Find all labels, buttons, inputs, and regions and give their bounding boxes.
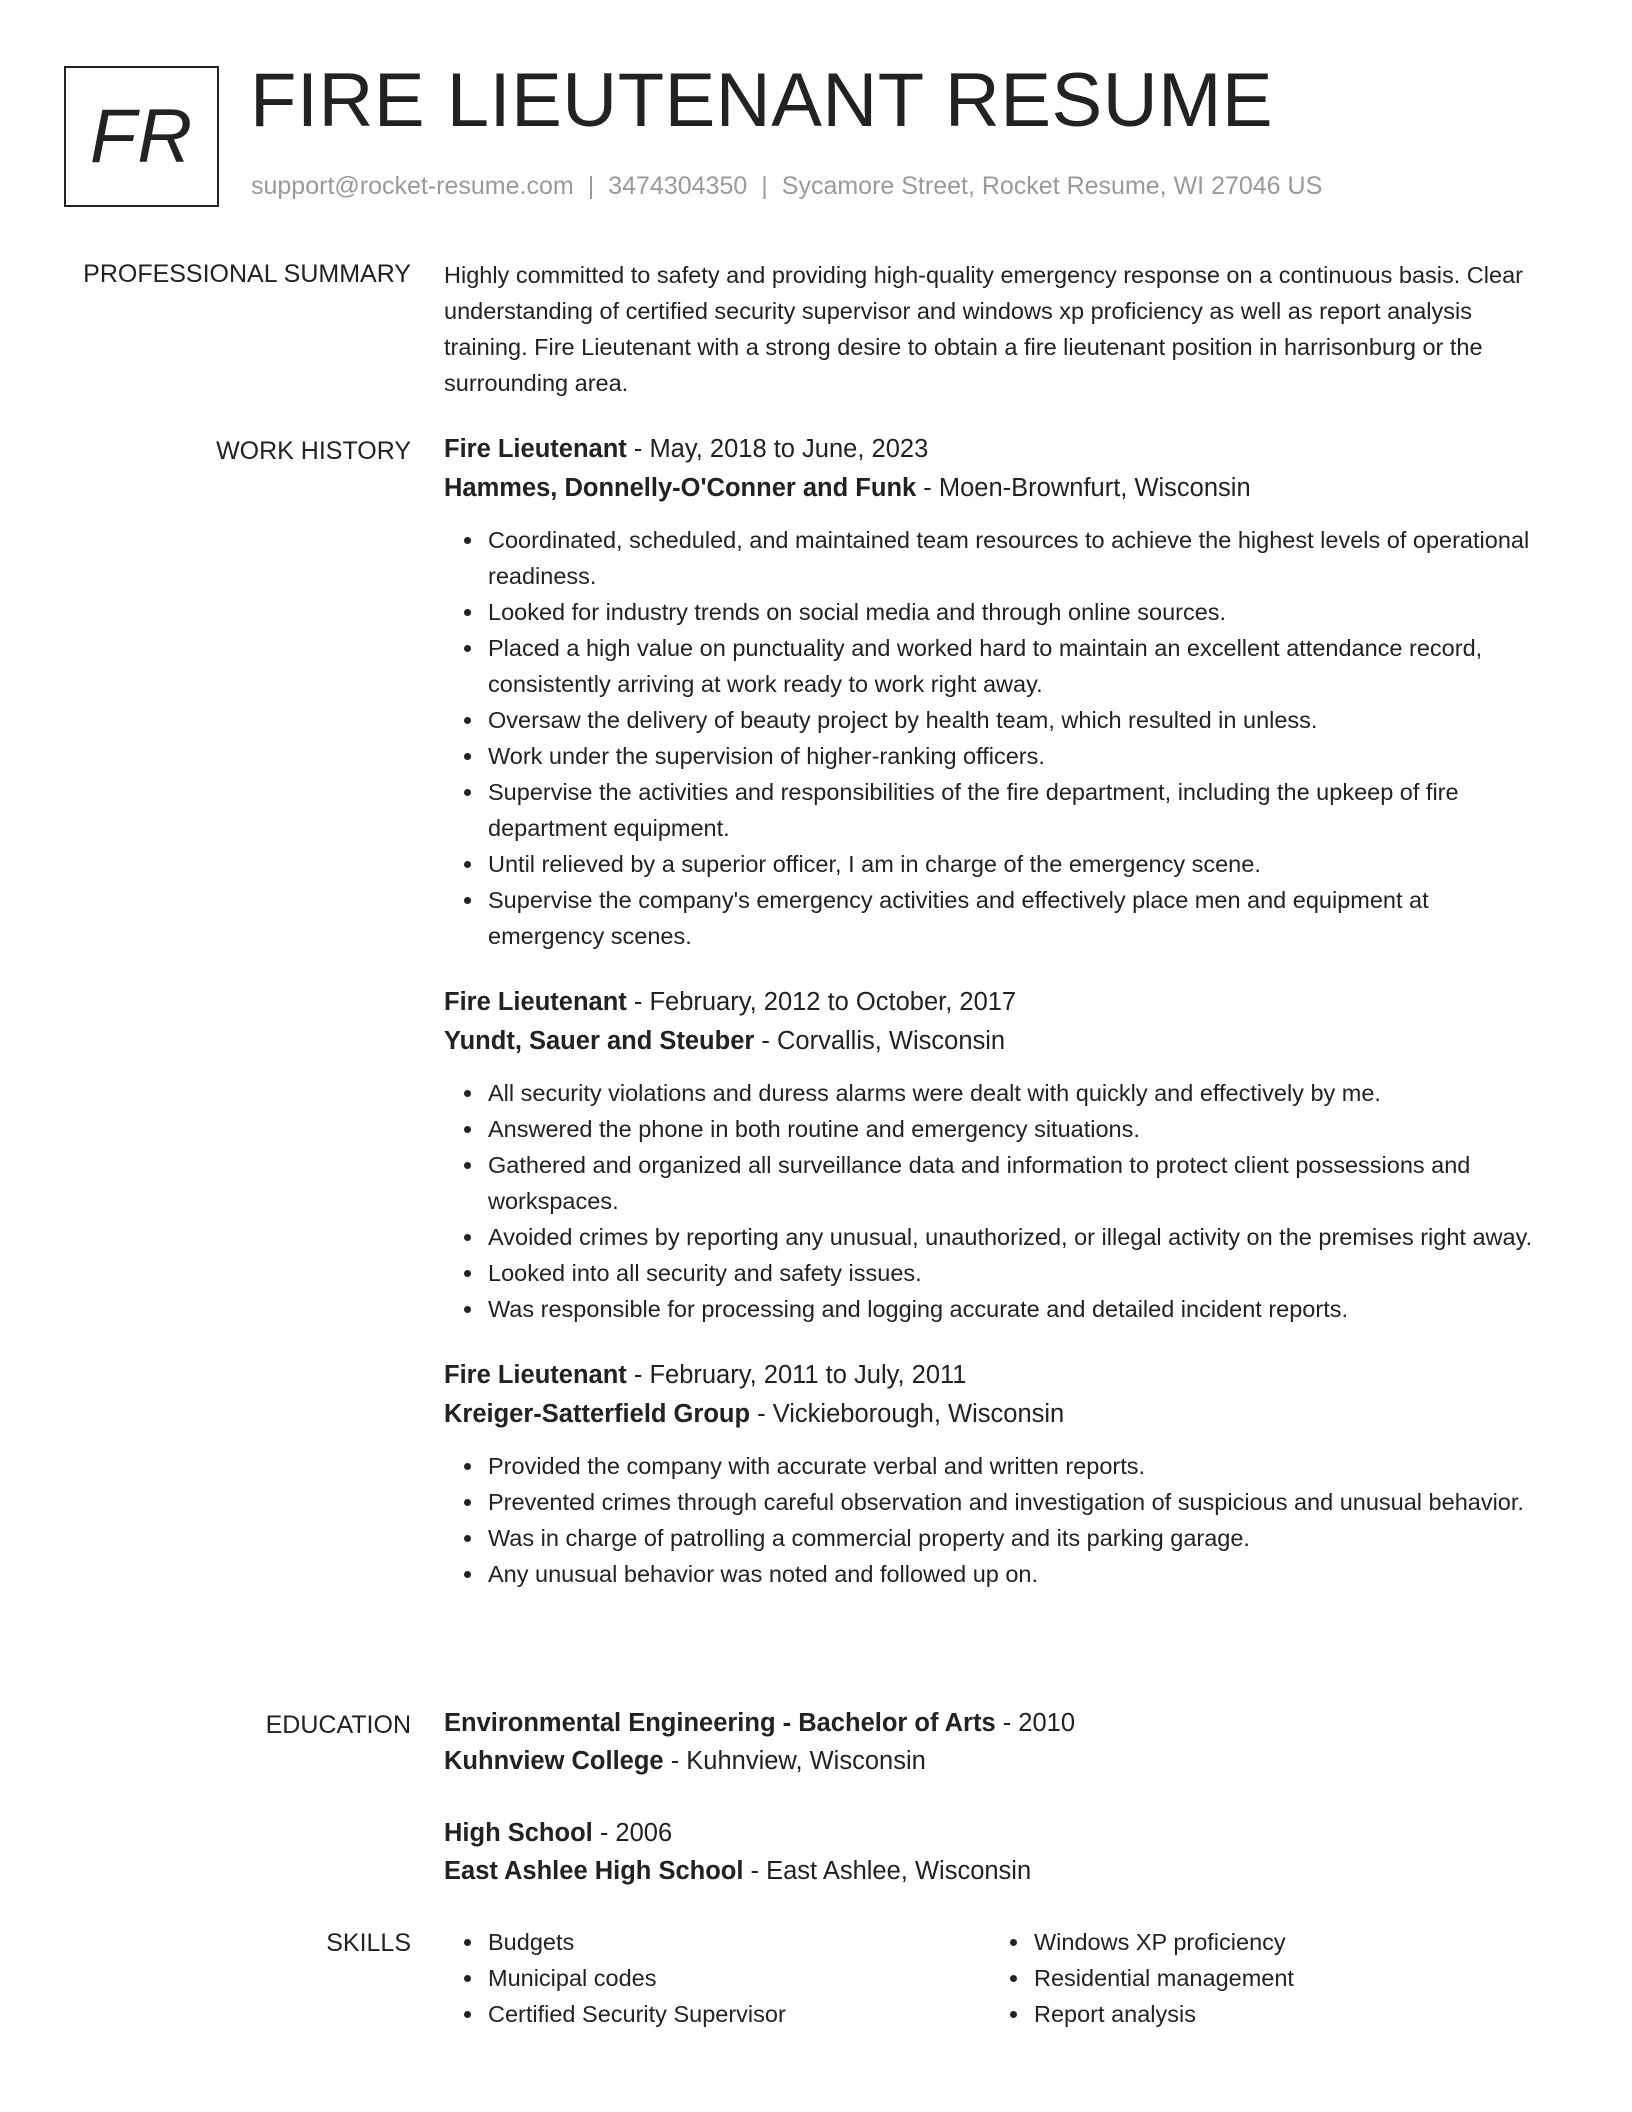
job-title: Fire Lieutenant (444, 1361, 627, 1389)
job-dates: - February, 2011 to July, 2011 (626, 1361, 967, 1389)
list-item: Supervise the activities and responsibilities of the fire department, including the upkeep of fire department equipment. (488, 774, 1544, 846)
school-name: Kuhnview College (444, 1747, 664, 1775)
job-dates: - February, 2012 to October, 2017 (626, 988, 1017, 1016)
company-location: - Corvallis, Wisconsin (754, 1027, 1006, 1055)
education-entry (444, 1704, 1544, 1780)
school-location: - Kuhnview, Wisconsin (663, 1747, 926, 1775)
list-item: Looked into all security and safety issues. (488, 1255, 1544, 1291)
skills-columns (444, 1924, 1544, 2032)
job-dates: - May, 2018 to June, 2023 (626, 435, 929, 463)
list-item: Until relieved by a superior officer, I am in charge of the emergency scene. (488, 846, 1544, 882)
list-item: Gathered and organized all surveillance data and information to protect client possessions and workspaces. (488, 1147, 1544, 1219)
list-item: Provided the company with accurate verbal and written reports. (488, 1448, 1544, 1484)
company-name: Hammes, Donnelly-O'Conner and Funk (444, 474, 917, 502)
section-label-skills: SKILLS (326, 1929, 411, 1957)
contact-line (251, 172, 1322, 201)
company-name: Kreiger-Satterfield Group (444, 1400, 751, 1428)
list-item: Answered the phone in both routine and emergency situations. (488, 1111, 1544, 1147)
company-location: - Vickieborough, Wisconsin (750, 1400, 1065, 1428)
job-title: Fire Lieutenant (444, 435, 627, 463)
job-title-line (444, 983, 1544, 1022)
summary-text: Highly committed to safety and providing high-quality emergency response on a continuous basis. Clear understanding of certified security supervisor and windows xp proficiency as well as report analysis training. Fire Lieutenant with a strong desire to obtain a fire lieutenant position in harrisonburg or the surrounding area. (444, 262, 1523, 396)
list-item: Prevented crimes through careful observation and investigation of suspicious and unusual behavior. (488, 1484, 1544, 1520)
contact-address: Sycamore Street, Rocket Resume, WI 27046 US (781, 172, 1323, 200)
school-line (444, 1742, 1544, 1780)
company-location: - Moen-Brownfurt, Wisconsin (916, 474, 1251, 502)
skill-item: Residential management (1034, 1960, 1536, 1996)
list-item: Coordinated, scheduled, and maintained team resources to achieve the highest levels of operational readiness. (488, 522, 1544, 594)
list-item: Looked for industry trends on social media and through online sources. (488, 594, 1544, 630)
degree-name: High School (444, 1819, 593, 1847)
education-list (444, 1704, 1544, 1890)
skill-item: Certified Security Supervisor (488, 1996, 990, 2032)
skills-list-right (990, 1924, 1536, 2032)
company-line (444, 1395, 1544, 1434)
list-item: Was responsible for processing and logging accurate and detailed incident reports. (488, 1291, 1544, 1327)
degree-line (444, 1704, 1544, 1742)
school-name: East Ashlee High School (444, 1857, 744, 1885)
list-item: Oversaw the delivery of beauty project by health team, which resulted in unless. (488, 702, 1544, 738)
monogram-logo: FR (64, 66, 219, 207)
job-entry (444, 983, 1544, 1327)
skills-list-left (444, 1924, 990, 2032)
degree-year: - 2010 (995, 1709, 1076, 1737)
job-bullets (444, 522, 1544, 954)
contact-separator: | (761, 172, 768, 200)
section-label-work-history: WORK HISTORY (216, 437, 411, 465)
list-item: Was in charge of patrolling a commercial property and its parking garage. (488, 1520, 1544, 1556)
resume-title: FIRE LIEUTENANT RESUME (250, 58, 1274, 143)
contact-phone[interactable]: 3474304350 (608, 172, 748, 200)
job-title-line (444, 1356, 1544, 1395)
jobs-list (444, 430, 1544, 1592)
skill-item: Municipal codes (488, 1960, 990, 1996)
education-entry (444, 1814, 1544, 1890)
job-title-line (444, 430, 1544, 469)
job-entry (444, 1356, 1544, 1592)
company-name: Yundt, Sauer and Steuber (444, 1027, 755, 1055)
company-line (444, 469, 1544, 508)
job-title: Fire Lieutenant (444, 988, 627, 1016)
degree-line (444, 1814, 1544, 1852)
section-label-education: EDUCATION (265, 1711, 411, 1739)
job-bullets (444, 1448, 1544, 1592)
list-item: Avoided crimes by reporting any unusual, unauthorized, or illegal activity on the premises right away. (488, 1219, 1544, 1255)
job-bullets (444, 1075, 1544, 1327)
list-item: All security violations and duress alarms were dealt with quickly and effectively by me. (488, 1075, 1544, 1111)
list-item: Work under the supervision of higher-ranking officers. (488, 738, 1544, 774)
list-item: Any unusual behavior was noted and followed up on. (488, 1556, 1544, 1592)
skill-item: Report analysis (1034, 1996, 1536, 2032)
school-location: - East Ashlee, Wisconsin (743, 1857, 1032, 1885)
contact-email[interactable]: support@rocket-resume.com (251, 172, 574, 200)
job-entry (444, 430, 1544, 954)
degree-name: Environmental Engineering - Bachelor of Arts (444, 1709, 996, 1737)
list-item: Placed a high value on punctuality and worked hard to maintain an excellent attendance record, consistently arriving at work ready to work right away. (488, 630, 1544, 702)
list-item: Supervise the company's emergency activities and effectively place men and equipment at emergency scenes. (488, 882, 1544, 954)
skill-item: Budgets (488, 1924, 990, 1960)
skill-item: Windows XP proficiency (1034, 1924, 1536, 1960)
school-line (444, 1852, 1544, 1890)
section-label-summary: PROFESSIONAL SUMMARY (83, 260, 411, 288)
company-line (444, 1022, 1544, 1061)
contact-separator: | (587, 172, 595, 200)
degree-year: - 2006 (592, 1819, 673, 1847)
